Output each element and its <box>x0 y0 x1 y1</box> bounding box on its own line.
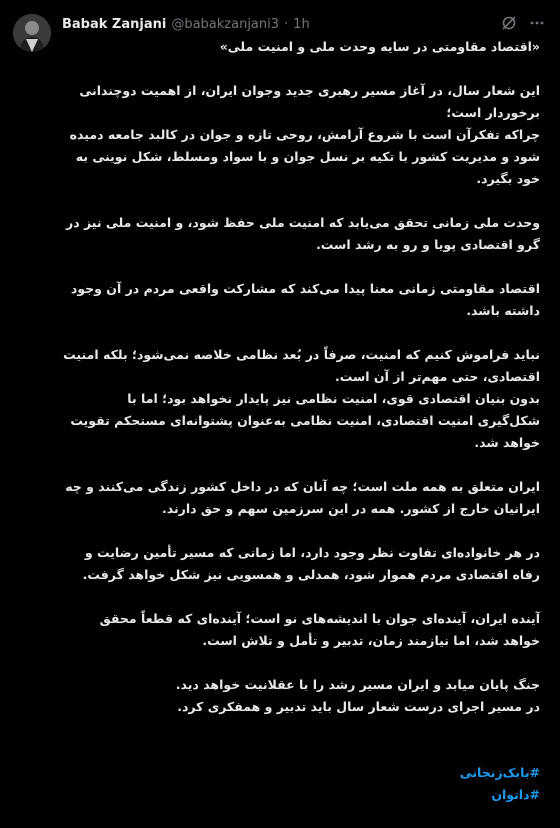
post-paragraph: این شعار سال، در آغاز مسیر رهبری جدید وجوان ایران، از اهمیت دوچندانی برخوردار است؛ چراکه تفکرآن است با شروع آرامش، روحی تازه و جوان در کالبد جامعه دمیده شود و مدیریت کشور با تکیه بر نسل جوان و با سواد ومسلط، شکل نوینی به خود بگیرد. <box>69 83 540 186</box>
separator-dot: · <box>284 16 289 32</box>
post-paragraph: آینده ایران، آینده‌ای جوان با اندیشه‌های نو است؛ آینده‌ای که قطعاً محقق خواهد شد، اما نیازمند زمان، تدبیر و تأمل و تلاش است. <box>99 611 540 648</box>
author-handle[interactable]: @babakzanjani3 <box>171 16 280 32</box>
hashtags <box>62 740 540 806</box>
post-header <box>62 14 546 34</box>
header-actions <box>500 14 546 32</box>
post-paragraph: وحدت ملی زمانی تحقق می‌یابد که امنیت ملی حفظ شود، و امنیت ملی نیز در گرو اقتصادی پویا و رو به رشد است. <box>66 215 540 252</box>
post-title: «اقتصاد مقاومتی در سایه وحدت ملی و امنیت ملی» <box>219 39 540 54</box>
avatar-photo <box>13 14 51 52</box>
post-paragraph: اقتصاد مقاومتی زمانی معنا پیدا می‌کند که مشارکت واقعی مردم در آن وجود داشته باشد. <box>70 281 540 318</box>
grok-icon[interactable] <box>500 14 518 32</box>
hashtag-link[interactable]: #بابک‌زنجانی <box>459 765 540 780</box>
post-paragraph: ایران متعلق به همه ملت است؛ چه آنان که در داخل کشور زندگی می‌کنند و چه ایرانیان خارج از کشور. همه در این سرزمین سهم و حق دارند. <box>65 479 540 516</box>
post-paragraph: نباید فراموش کنیم که امنیت، صرفاً در بُعد نظامی خلاصه نمی‌شود؛ بلکه امنیت اقتصادی، حتی مهم‌تر از آن است. بدون بنیان اقتصادی قوی، امنیت نظامی نیز پایدار نخواهد بود؛ اما با شکل‌گیری امنیت اقتصادی، امنیت نظامی به‌عنوان پشتوانه‌ای مستحکم تقویت خواهد شد. <box>63 347 540 450</box>
post-body <box>62 36 540 828</box>
hashtag-link[interactable]: #داتوان <box>491 787 540 802</box>
avatar[interactable] <box>13 14 51 52</box>
author-name[interactable]: Babak Zanjani <box>62 16 167 32</box>
more-icon[interactable] <box>528 14 546 32</box>
post-paragraph: جنگ پایان میابد و ایران مسیر رشد را با عقلانیت خواهد دید. در مسیر اجرای درست شعار سال باید تدبیر و همفکری کرد. <box>175 677 540 714</box>
post-paragraph: در هر خانواده‌ای تفاوت نظر وجود دارد، اما زمانی که مسیر تأمین رضایت و رفاه اقتصادی مردم هموار شود، همدلی و همسویی نیز شکل خواهد گرفت. <box>82 545 540 582</box>
post-time[interactable]: 1h <box>293 16 310 32</box>
